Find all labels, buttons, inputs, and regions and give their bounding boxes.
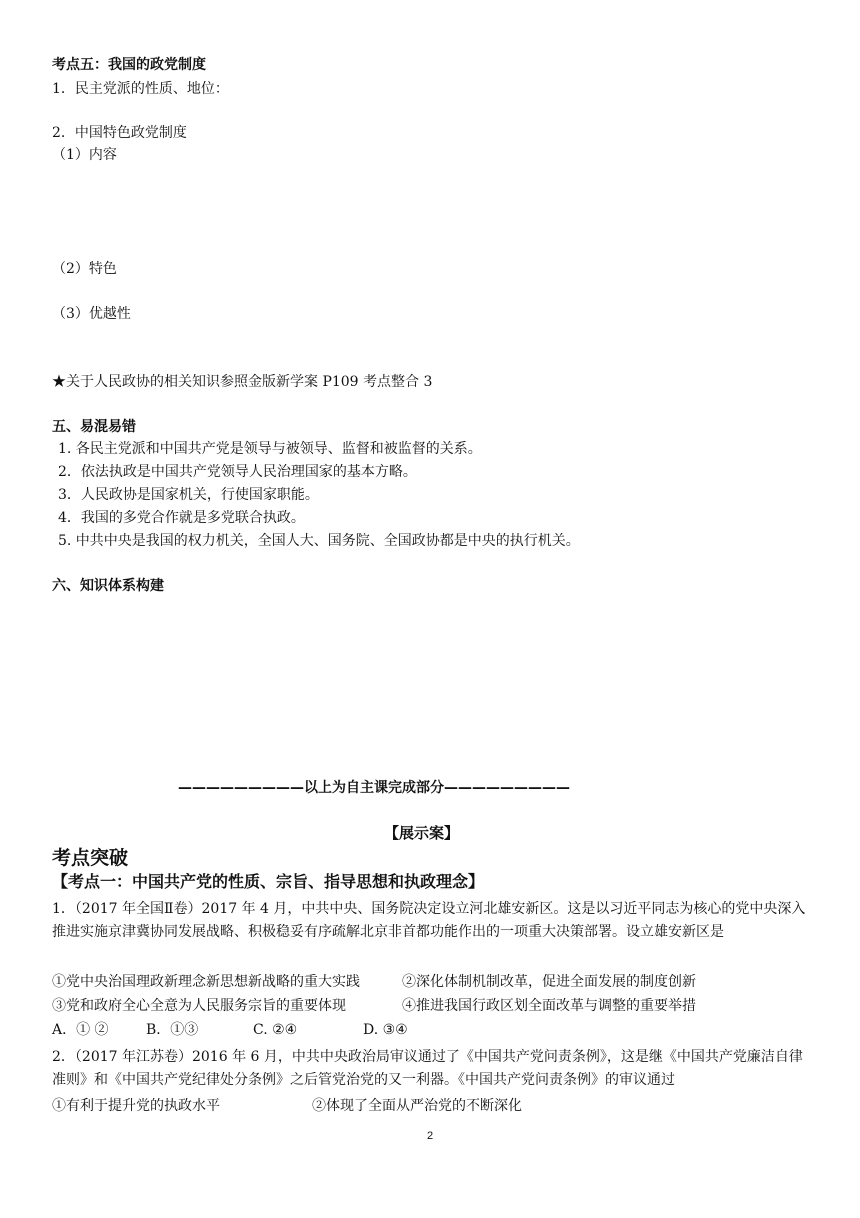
display-heading: 考点突破 — [52, 847, 129, 869]
q1-statement-2: ②深化体制机制改革，促进全面发展的制度创新 — [402, 974, 696, 990]
point-1-title: 【考点一：中国共产党的性质、宗旨、指导思想和执政理念】 — [52, 872, 485, 891]
item-2: 2．中国特色政党制度 — [52, 125, 187, 141]
q2-statement-1: ①有利于提升党的执政水平 — [52, 1098, 220, 1114]
divider-line: —————————以上为自主课完成部分————————— — [178, 780, 570, 796]
knowledge-system-title: 六、知识体系构建 — [52, 578, 164, 594]
confusion-item: 4．我国的多党合作就是多党联合执政。 — [58, 510, 305, 526]
sub-item-advantages: （3）优越性 — [52, 306, 131, 322]
q1-option-d: D. ③④ — [363, 1022, 408, 1038]
item-1: 1．民主党派的性质、地位： — [52, 81, 229, 97]
confusions-title: 五、易混易错 — [52, 419, 136, 435]
q1-option-a: A．① ② — [52, 1022, 109, 1038]
question-2: 2．（2017 年江苏卷）2016 年 6 月，中共中央政治局审议通过了《中国共产党问责条例》，这是继《中国共产党廉洁自律准则》和《中国共产党纪律处分条例》之后管党治党的又一利器。《中国共产党问责条例》的审议通过 — [52, 1049, 803, 1088]
display-title: 【展示案】 — [384, 824, 460, 842]
q1-statement-1: ①党中央治国理政新理念新思想新战略的重大实践 — [52, 974, 360, 990]
sub-item-content: （1）内容 — [52, 147, 117, 163]
q1-statement-4: ④推进我国行政区划全面改革与调整的重要举措 — [402, 998, 696, 1014]
confusion-item: 2．依法执政是中国共产党领导人民治理国家的基本方略。 — [58, 464, 417, 480]
confusion-item: 1. 各民主党派和中国共产党是领导与被领导、监督和被监督的关系。 — [58, 441, 482, 457]
q2-statement-2: ②体现了全面从严治党的不断深化 — [312, 1098, 522, 1114]
section-title: 考点五：我国的政党制度 — [52, 57, 206, 73]
q1-option-c: C. ②④ — [253, 1022, 298, 1038]
q1-statement-3: ③党和政府全心全意为人民服务宗旨的重要体现 — [52, 998, 346, 1014]
question-1: 1．（2017 年全国Ⅱ卷）2017 年 4 月，中共中央、国务院决定设立河北雄安新区。这是以习近平同志为核心的党中央深入推进实施京津冀协同发展战略、积极稳妥有序疏解北京非首都功能作出的一项重大决策部署。设立雄安新区是 — [52, 901, 806, 940]
confusion-item: 3．人民政协是国家机关，行使国家职能。 — [58, 487, 319, 503]
reference-note: ★关于人民政协的相关知识参照金版新学案 P109 考点整合 3 — [52, 374, 433, 390]
sub-item-features: （2）特色 — [52, 261, 117, 277]
q1-option-b: B．①③ — [146, 1022, 199, 1038]
confusion-item: 5. 中共中央是我国的权力机关，全国人大、国务院、全国政协都是中央的执行机关。 — [58, 533, 580, 549]
page-number: 2 — [426, 1130, 434, 1142]
